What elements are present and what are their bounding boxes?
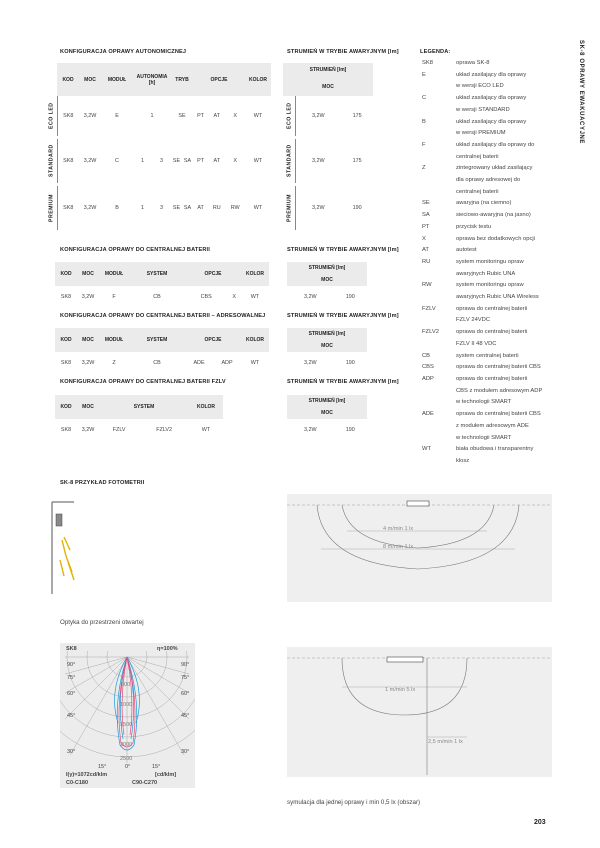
diagram-label: 2000	[120, 742, 133, 748]
legend-item	[422, 58, 574, 70]
table-row	[45, 139, 271, 183]
legend-key: FZLV2	[422, 329, 439, 336]
legend-key: CBS	[422, 364, 434, 371]
table-cell: WT	[253, 113, 263, 119]
legend-desc-line: centralnej baterii	[456, 188, 499, 195]
table-cell: 3	[160, 158, 163, 164]
sec2-title: KONFIGURACJA OPRAWY DO CENTRALNEJ BATERII	[60, 247, 210, 253]
legend-desc	[456, 444, 571, 467]
legend-key: SA	[422, 212, 430, 219]
table-cell: MOC	[287, 407, 367, 419]
legend-desc	[456, 304, 571, 327]
table-cell: STRUMIEŃ [lm]	[287, 328, 367, 340]
autonomous-config-table	[45, 63, 271, 230]
table-cell: B	[115, 205, 119, 211]
diagram-label: 90°	[181, 662, 190, 668]
legend-desc-line: system centralnej baterii	[456, 352, 519, 359]
polar-diagram	[60, 643, 195, 788]
table-cell: 3,2W	[304, 360, 317, 366]
flux3-title: STRUMIEŃ W TRYBIE AWARYJNYM [lm]	[287, 313, 399, 319]
legend-desc-line: w wersji STANDARD	[456, 106, 510, 113]
luminaire-diagram	[48, 500, 148, 595]
legend-desc	[456, 327, 571, 350]
legend-key: E	[422, 71, 426, 78]
table-cell: 3	[160, 205, 163, 211]
table-row	[45, 96, 271, 136]
table-cell: PT	[197, 158, 205, 164]
legend-key: PT	[422, 223, 430, 230]
legend-item	[422, 280, 574, 303]
legend-item	[422, 198, 574, 210]
legend-key: SK8	[422, 60, 433, 66]
legend-desc	[456, 362, 571, 374]
legend-item	[422, 93, 574, 116]
legend-desc	[456, 245, 571, 257]
table-cell: CB	[153, 360, 161, 366]
legend-key: Z	[422, 165, 426, 172]
legend-desc-line: biała obudowa i transparentny	[456, 446, 534, 453]
col-kolor: KOLOR	[245, 63, 271, 96]
diagram-label: 2500	[120, 756, 133, 762]
table-cell: AT	[213, 158, 221, 164]
table-cell: MOC	[287, 340, 367, 352]
diagram-label: 75°	[67, 675, 76, 681]
simulation-1	[287, 494, 552, 602]
legend-desc	[456, 222, 571, 234]
table-cell: MODUŁ	[99, 262, 129, 286]
legend-desc	[456, 163, 571, 198]
legend-list	[422, 58, 574, 468]
fzlv-table	[55, 395, 223, 441]
table-cell: MOC	[77, 262, 99, 286]
table-cell: SK8	[60, 427, 72, 433]
table-cell: RW	[230, 205, 240, 211]
legend-item	[422, 257, 574, 280]
table-cell: KOLOR	[189, 395, 223, 419]
legend-item	[422, 222, 574, 234]
legend-key: B	[422, 118, 426, 125]
table-cell: SK8	[63, 113, 74, 119]
table-cell: KOD	[55, 395, 77, 419]
table-cell: SYSTEM	[129, 328, 185, 352]
legend-key: C	[422, 95, 427, 102]
group-label: ECO LED	[45, 96, 57, 136]
table-cell: X	[232, 294, 236, 300]
diagram-label: 30°	[181, 749, 190, 755]
legend-key: X	[422, 235, 426, 242]
legend-desc-line: awaryjna (na ciemno)	[456, 200, 512, 207]
table-cell: F	[112, 294, 116, 300]
table-cell: FZLV2	[156, 427, 173, 433]
diagram-label: SK8	[66, 646, 77, 652]
optic-caption: Optyka do przestrzeni otwartej	[60, 619, 144, 626]
table-cell: ADE	[193, 360, 205, 366]
table-cell: SA	[183, 158, 192, 164]
table-cell: 3,2W	[312, 158, 325, 164]
legend-desc-line: centralnej baterii	[456, 153, 499, 160]
table-cell: 3,2W	[83, 205, 97, 211]
flux1-title: STRUMIEŃ W TRYBIE AWARYJNYM [lm]	[287, 49, 399, 55]
diagram-label: I(γ)=1072cd/klm	[66, 772, 108, 778]
sec4-title: KONFIGURACJA OPRAWY DO CENTRALNEJ BATERII FZLV	[60, 379, 226, 385]
simulation-2	[287, 647, 552, 777]
table-cell: PT	[197, 113, 205, 119]
legend-desc	[456, 140, 571, 163]
table-cell: 1	[141, 158, 144, 164]
legend-desc	[456, 70, 571, 93]
legend-title: LEGENDA:	[420, 49, 451, 55]
table-cell: X	[233, 158, 237, 164]
table-cell: CBS	[200, 294, 212, 300]
legend-desc	[456, 257, 571, 280]
table-cell: 1	[150, 113, 154, 119]
table-cell: KOLOR	[241, 262, 269, 286]
table-cell: WT	[201, 427, 211, 433]
legend-item	[422, 374, 574, 409]
legend-desc-line: oprawa do centralnej baterii CBS	[456, 411, 541, 418]
table-cell: KOLOR	[241, 328, 269, 352]
legend-desc-line: FZLV II 48 VDC	[456, 340, 497, 347]
table-cell: 3,2W	[81, 294, 95, 300]
table-cell: 175	[352, 158, 362, 164]
legend-item	[422, 351, 574, 363]
legend-desc-line: oprawa SK-8	[456, 60, 490, 66]
legend-key: CB	[422, 352, 431, 359]
table-cell: SK8	[60, 360, 72, 366]
legend-desc-line: przycisk testu	[456, 223, 492, 230]
diagram-label: 1500	[120, 722, 133, 728]
legend-desc-line: oprawa bez dodatkowych opcji	[456, 235, 535, 242]
diagram-label: 15°	[98, 764, 107, 770]
legend-desc-line: zintegrowany układ zasilający	[456, 165, 533, 172]
diagram-label: η=100%	[157, 646, 178, 652]
table-cell: OPCJE	[185, 328, 241, 352]
table-cell: 3,2W	[304, 427, 317, 433]
group-label: PREMIUM	[45, 186, 57, 230]
diagram-label: 15°	[152, 764, 161, 770]
legend-item	[422, 304, 574, 327]
diagram-label: 60°	[67, 691, 76, 697]
diagram-label: 1000	[120, 702, 133, 708]
diagram-label: 75°	[181, 675, 190, 681]
legend-desc-line: awaryjnych Rubic UNA Wireless	[456, 294, 539, 301]
legend-desc-line: w technologii SMART	[456, 434, 512, 441]
legend-key: RW	[422, 282, 432, 289]
legend-desc-line: oprawa do centralnej baterii	[456, 375, 528, 382]
table-cell: E	[115, 113, 119, 119]
table-cell: OPCJE	[185, 262, 241, 286]
table-cell: 3,2W	[312, 205, 325, 211]
table-cell: RU	[212, 205, 221, 211]
legend-item	[422, 140, 574, 163]
table-cell: MOC	[77, 328, 99, 352]
addressable-table	[55, 328, 269, 374]
legend-key: ADP	[422, 375, 434, 382]
legend-item	[422, 327, 574, 350]
table-cell: PREMIUM	[283, 186, 295, 230]
table-cell: ADP	[221, 360, 233, 366]
table-cell: STRUMIEŃ [lm]	[287, 262, 367, 274]
table-cell: 3,2W	[81, 360, 95, 366]
legend-desc	[456, 210, 571, 222]
legend-desc	[456, 234, 571, 246]
col-tryb: TRYB	[171, 63, 193, 96]
legend-desc-line: w technologii SMART	[456, 399, 512, 406]
table-cell: SA	[183, 205, 192, 211]
diagram-label: 30°	[67, 749, 76, 755]
central-battery-table	[55, 262, 269, 308]
legend-desc	[456, 280, 571, 303]
table-cell: Z	[112, 360, 116, 366]
diagram-label: 8 m/min 1 lx	[383, 544, 414, 550]
sec1-title: KONFIGURACJA OPRAWY AUTONOMICZNEJ	[60, 49, 187, 55]
table-cell: MOC	[283, 77, 373, 96]
photometry-title: SK-8 PRZYKŁAD FOTOMETRII	[60, 480, 145, 486]
flux4-title: STRUMIEŃ W TRYBIE AWARYJNYM [lm]	[287, 379, 399, 385]
table-cell: MOC	[287, 274, 367, 286]
legend-desc-line: klosz	[456, 457, 470, 464]
legend-desc	[456, 409, 571, 444]
legend-desc-line: oprawa do centralnej baterii	[456, 329, 528, 336]
legend-key: WT	[422, 446, 432, 453]
col-opcje: OPCJE	[193, 63, 245, 96]
legend-desc-line: z modułem adresowym ADE	[456, 422, 529, 429]
table-cell: X	[233, 113, 237, 119]
legend-desc-line: oprawa do centralnej baterii	[456, 305, 528, 312]
group-label: STANDARD	[45, 139, 57, 183]
table-cell: 190	[352, 205, 362, 211]
table-cell: 175	[352, 113, 362, 119]
legend-key: SE	[422, 200, 430, 207]
legend-item	[422, 444, 574, 467]
table-cell: 1	[141, 205, 144, 211]
legend-desc-line: sieciowo-awaryjna (na jasno)	[456, 212, 531, 219]
legend-item	[422, 210, 574, 222]
table-cell: STANDARD	[283, 139, 295, 183]
legend-desc-line: układ zasilający dla oprawy	[456, 71, 527, 78]
legend-desc-line: dla oprawy adresowej do	[456, 177, 521, 184]
legend-item	[422, 70, 574, 93]
legend-key: ADE	[422, 411, 434, 418]
table-row	[55, 419, 223, 441]
legend-item	[422, 234, 574, 246]
legend-desc-line: oprawa do centralnej baterii CBS	[456, 364, 541, 371]
table-cell: 3,2W	[81, 427, 95, 433]
legend-desc	[456, 93, 571, 116]
legend-desc-line: układ zasilający dla oprawy do	[456, 141, 535, 148]
table-cell: MOC	[77, 395, 99, 419]
flux2-title: STRUMIEŃ W TRYBIE AWARYJNYM [lm]	[287, 247, 399, 253]
side-title: SK-8 OPRAWY EWAKUACYJNE	[578, 40, 584, 145]
diagram-label: 0°	[125, 764, 131, 770]
legend-desc	[456, 198, 571, 210]
legend-key: RU	[422, 258, 431, 265]
legend-key: AT	[422, 247, 429, 254]
simulation-caption: symulacja dla jednej oprawy i min 0,5 lx (obszar)	[287, 799, 421, 806]
legend-desc-line: układ zasilający dla oprawy	[456, 95, 527, 102]
flux2-table	[287, 262, 367, 308]
table-cell: AT	[213, 113, 221, 119]
table-cell: 190	[345, 427, 355, 433]
diagram-label: 90°	[67, 662, 76, 668]
table-cell: WT	[250, 294, 260, 300]
table-cell: AT	[197, 205, 204, 211]
table-cell: C	[115, 158, 119, 164]
diagram-label: 1 m/min 5 lx	[385, 687, 416, 693]
diagram-label: C90-C270	[132, 780, 158, 786]
table-cell: FZLV	[112, 427, 126, 433]
legend-desc	[456, 374, 571, 409]
table-cell: WT	[253, 205, 263, 211]
table-row	[45, 186, 271, 230]
flux3-table	[287, 328, 367, 374]
page-number: 203	[534, 819, 546, 826]
flux1-table	[283, 63, 373, 230]
legend-key: FZLV	[422, 305, 436, 312]
table-cell: 3,2W	[312, 113, 325, 119]
legend-item	[422, 163, 574, 198]
col-kod: KOD	[57, 63, 79, 96]
col-modul: MODUŁ	[101, 63, 133, 96]
diagram-label: 45°	[67, 713, 76, 719]
table-cell: 3,2W	[83, 158, 97, 164]
table-cell: KOD	[55, 262, 77, 286]
table-cell	[45, 63, 57, 96]
diagram-label: C0-C180	[66, 780, 89, 786]
legend-desc	[456, 351, 571, 363]
col-moc: MOC	[79, 63, 101, 96]
table-cell: 3,2W	[83, 113, 97, 119]
table-cell: 190	[345, 294, 355, 300]
col-autonomia: AUTONOMIA [h]	[133, 63, 171, 96]
diagram-label: 45°	[181, 713, 190, 719]
table-cell: WT	[253, 158, 263, 164]
table-cell: SK8	[60, 294, 72, 300]
legend-desc-line: system monitoringu opraw	[456, 258, 524, 265]
table-cell: MODUŁ	[99, 328, 129, 352]
legend-key: F	[422, 141, 426, 148]
legend-item	[422, 117, 574, 140]
diagram-label: 4 m/min 1 lx	[383, 526, 414, 532]
diagram-label: 2,5 m/min 1 lx	[428, 739, 463, 745]
table-cell: STRUMIEŃ [lm]	[283, 63, 373, 77]
legend-desc-line: w wersji PREMIUM	[456, 130, 506, 137]
table-cell: SK8	[63, 205, 74, 211]
legend-desc	[456, 58, 571, 70]
table-cell: SE	[172, 205, 181, 211]
diagram-label: 60°	[181, 691, 190, 697]
table-cell: SE	[172, 158, 181, 164]
legend-item	[422, 362, 574, 374]
legend-desc-line: system monitoringu opraw	[456, 282, 524, 289]
table-row	[55, 286, 269, 308]
table-cell: 3,2W	[304, 294, 317, 300]
table-cell: STRUMIEŃ [lm]	[287, 395, 367, 407]
legend-desc-line: w wersji ECO LED	[456, 83, 504, 90]
sec3-title: KONFIGURACJA OPRAWY DO CENTRALNEJ BATERII – ADRESOWALNEJ	[60, 313, 266, 319]
legend-item	[422, 409, 574, 444]
legend-desc-line: autotest	[456, 247, 477, 254]
legend-desc-line: CBS z modułem adresowym ADP	[456, 387, 543, 394]
table-cell: 190	[345, 360, 355, 366]
legend-desc	[456, 117, 571, 140]
diagram-label: [cd/klm]	[155, 772, 177, 778]
legend-desc-line: układ zasilający dla oprawy	[456, 118, 527, 125]
table-cell: SYSTEM	[99, 395, 189, 419]
table-cell: SYSTEM	[129, 262, 185, 286]
diagram-label: 500	[121, 682, 131, 688]
table-cell: CB	[153, 294, 161, 300]
table-cell: ECO LED	[283, 96, 295, 136]
flux4-table	[287, 395, 367, 441]
table-cell: WT	[250, 360, 260, 366]
table-row	[55, 352, 269, 374]
table-cell: SE	[178, 113, 186, 119]
table-cell: KOD	[55, 328, 77, 352]
legend-desc-line: awaryjnych Rubic UNA	[456, 270, 516, 277]
legend-item	[422, 245, 574, 257]
table-cell: SK8	[63, 158, 74, 164]
legend-desc-line: FZLV 24VDC	[456, 317, 491, 324]
